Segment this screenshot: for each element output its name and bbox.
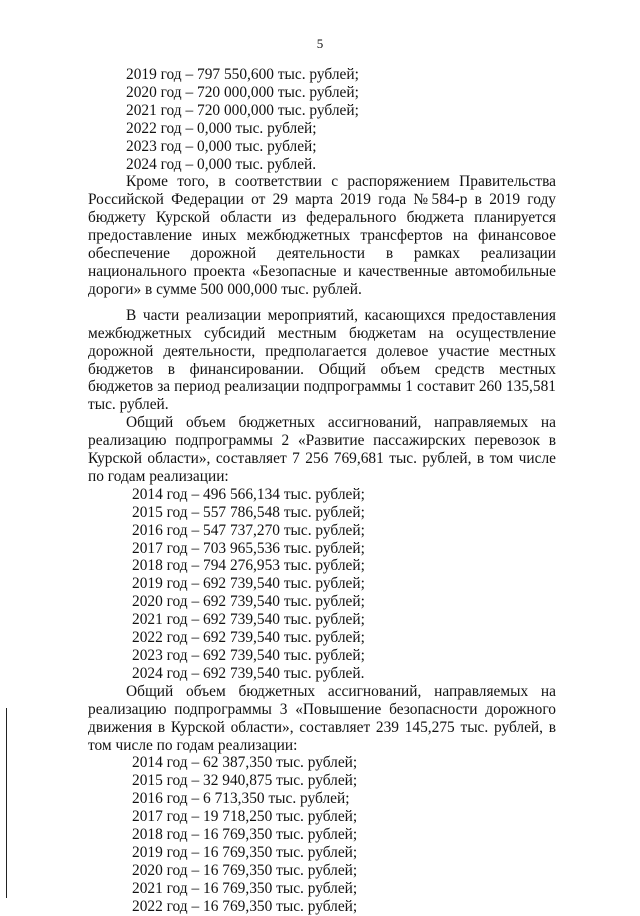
page-number: 5 — [316, 36, 324, 51]
funding-list-subprogram-3 — [88, 754, 556, 915]
funding-list-subprogram-1 — [88, 66, 556, 173]
list-item: 2021 год – 720 000,000 тыс. рублей; — [126, 101, 359, 119]
list-item: 2018 год – 16 769,350 тыс. рублей; — [132, 826, 358, 844]
list-item: 2020 год – 16 769,350 тыс. рублей; — [132, 861, 358, 879]
list-item: 2022 год – 0,000 тыс. рублей; — [126, 119, 317, 137]
paragraph-subprogram-2: Общий объем бюджетных ассигнований, направляемых на реализацию подпрограммы 2 «Развитие пассажирских перевозок в Курской области», составляет 7 256 769,681 тыс. рублей, в том числе по годам реализации: — [88, 414, 556, 485]
list-item: 2014 год – 496 566,134 тыс. рублей; — [132, 485, 365, 503]
list-item: 2021 год – 16 769,350 тыс. рублей; — [132, 879, 358, 897]
list-item: 2014 год – 62 387,350 тыс. рублей; — [132, 754, 358, 772]
list-item: 2017 год – 19 718,250 тыс. рублей; — [132, 808, 358, 826]
list-item: 2024 год – 692 739,540 тыс. рублей. — [132, 664, 365, 682]
list-item: 2015 год – 32 940,875 тыс. рублей; — [132, 772, 358, 790]
list-item: 2018 год – 794 276,953 тыс. рублей; — [132, 557, 365, 575]
paragraph-subprogram-3: Общий объем бюджетных ассигнований, направляемых на реализацию подпрограммы 3 «Повышение безопасности дорожного движения в Курской области», составляет 239 145,275 тыс. рублей, в том числе по годам реализации: — [88, 682, 556, 754]
document-body — [88, 66, 556, 916]
list-item: 2019 год – 797 550,600 тыс. рублей; — [126, 66, 359, 83]
list-item: 2023 год – 692 739,540 тыс. рублей; — [132, 647, 365, 664]
list-item: 2023 год – 0,000 тыс. рублей; — [126, 137, 317, 155]
list-item: 2020 год – 720 000,000 тыс. рублей; — [126, 83, 359, 101]
list-item: 2022 год – 692 739,540 тыс. рублей; — [132, 629, 365, 647]
list-item: 2019 год – 16 769,350 тыс. рублей; — [132, 843, 358, 861]
list-item: 2016 год – 547 737,270 тыс. рублей; — [132, 521, 365, 539]
list-item: 2019 год – 692 739,540 тыс. рублей; — [132, 575, 365, 593]
funding-list-subprogram-2 — [88, 486, 556, 683]
paragraph-local-budgets: В части реализации мероприятий, касающихся предоставления межбюджетных субсидий местным бюджетам на осуществление дорожной деятельности, предполагается долевое участие местных бюджетов в финансировании. Общий объем средств местных бюджетов за период реализации подпрограммы 1 составит 260 135,581 тыс. рублей. — [88, 306, 556, 414]
scan-margin-line — [6, 708, 7, 898]
list-item: 2020 год – 692 739,540 тыс. рублей; — [132, 593, 365, 611]
list-item: 2024 год – 0,000 тыс. рублей. — [126, 155, 317, 173]
paragraph-federal-transfers: Кроме того, в соответствии с распоряжением Правительства Российской Федерации от 29 марта 2019 года №584-р в 2019 году бюджету Курской области из федерального бюджета планируется предоставление иных межбюджетных трансфертов на финансовое обеспечение дорожной деятельности в рамках реализации национального проекта «Безопасные и качественные автомобильные дороги» в сумме 500 000,000 тыс. рублей. — [88, 173, 556, 298]
list-item: 2016 год – 6 713,350 тыс. рублей; — [132, 790, 350, 808]
list-item: 2021 год – 692 739,540 тыс. рублей; — [132, 611, 365, 629]
list-item: 2015 год – 557 786,548 тыс. рублей; — [132, 503, 365, 521]
list-item: 2017 год – 703 965,536 тыс. рублей; — [132, 539, 365, 557]
list-item: 2022 год – 16 769,350 тыс. рублей; — [132, 897, 358, 915]
